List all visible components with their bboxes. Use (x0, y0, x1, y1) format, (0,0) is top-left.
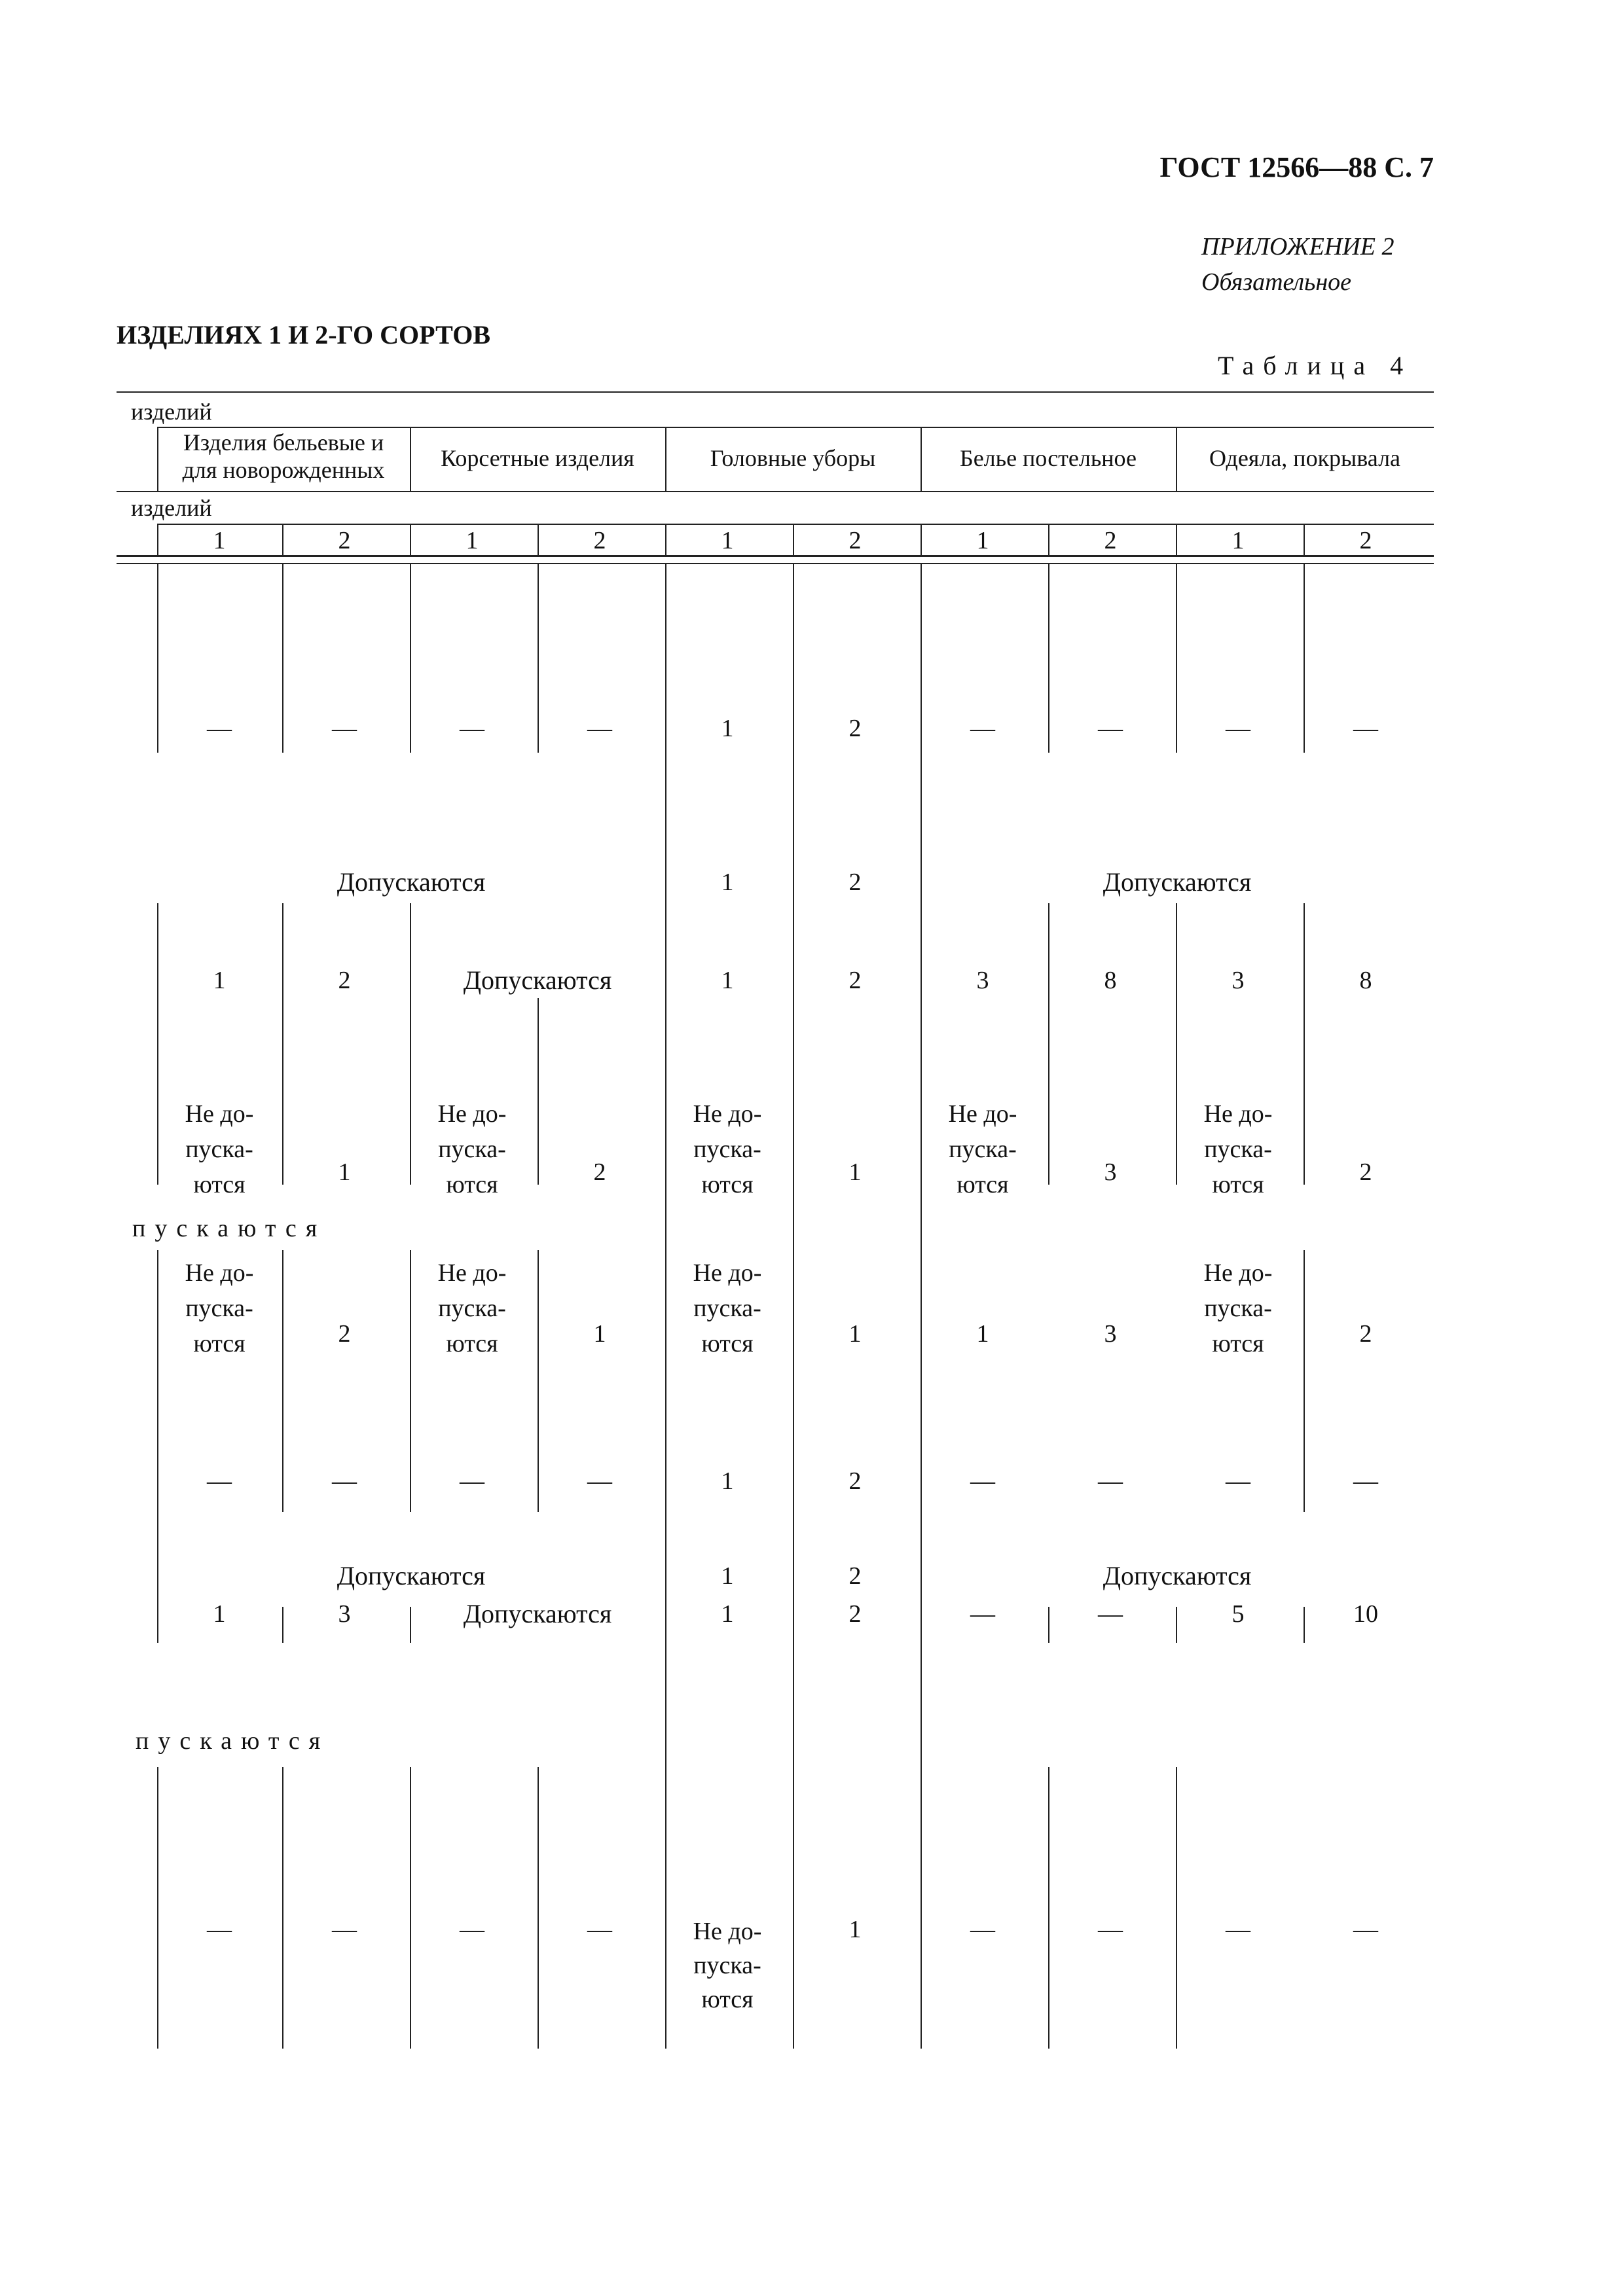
body-col-line (410, 1767, 411, 2049)
table-cell: 1 (721, 869, 734, 896)
body-col-line (538, 1767, 539, 2049)
table-cell: — (1353, 1916, 1378, 1943)
table-cell: 1 (338, 1158, 351, 1186)
grade-cell: 2 (1104, 527, 1117, 554)
table-cell: — (1226, 1467, 1250, 1495)
table-cell: — (1353, 1467, 1378, 1495)
grade-cell: 1 (976, 527, 989, 554)
table-cell: 1 (721, 967, 734, 994)
group-header-rule (157, 427, 1434, 428)
allowed-span: Допускаются (463, 1599, 612, 1628)
table-cell: 1 (213, 967, 226, 994)
body-col-line (1304, 903, 1305, 1185)
table-cell: — (970, 715, 995, 742)
not-allowed-cell: Не до- пуска- ются (1203, 1259, 1273, 1357)
allowed-span: Допускаются (1103, 867, 1252, 897)
not-allowed-cell: Не до- пуска- ются (437, 1100, 507, 1198)
not-allowed-cell: Не до- пуска- ются (693, 1918, 762, 2013)
allowed-span: Допускаются (337, 1561, 486, 1590)
allowed-span: Допускаются (1103, 1561, 1252, 1590)
table-cell: — (587, 1467, 612, 1495)
table-cell: 1 (721, 1467, 734, 1495)
table-label: Таблица 4 (1218, 351, 1413, 380)
table-cell: 1 (593, 1320, 606, 1348)
table-cell: — (332, 715, 357, 742)
table-cell: 1 (721, 1600, 734, 1628)
table-cell: 2 (848, 1562, 862, 1590)
table-cell: 1 (976, 1320, 989, 1348)
table-cell: — (587, 1916, 612, 1943)
table-cell: 8 (1104, 967, 1117, 994)
table-cell: 8 (1359, 967, 1372, 994)
table-cell: 3 (976, 967, 989, 994)
table-cell: 1 (721, 1562, 734, 1590)
table-cell: — (1226, 1916, 1250, 1943)
table-cell: — (970, 1916, 995, 1943)
table-cell: 2 (848, 869, 862, 896)
table-cell: 2 (338, 1320, 351, 1348)
body-col-line (1048, 903, 1049, 1185)
table-cell: 1 (721, 715, 734, 742)
table-cell: 2 (338, 967, 351, 994)
group-header-blankets: Одеяла, покрывала (1209, 445, 1401, 471)
table-cell: 2 (1359, 1158, 1372, 1186)
appendix-block (1201, 229, 1394, 300)
table-cell: — (460, 1467, 484, 1495)
body-col-line (282, 903, 283, 1185)
appendix-title: ПРИЛОЖЕНИЕ 2 (1201, 233, 1395, 260)
table-cell: 2 (848, 967, 862, 994)
not-allowed-cell: Не до- пуска- ются (185, 1259, 254, 1357)
not-allowed-cell: Не до- пуска- ются (1203, 1100, 1273, 1198)
table-cell: — (207, 715, 232, 742)
appendix-note: Обязательное (1201, 268, 1352, 296)
not-allowed-cell: Не до- пуска- ются (948, 1100, 1017, 1198)
grade-top-rule (157, 524, 1434, 525)
table-cell: — (587, 715, 612, 742)
table-cell: — (1098, 1916, 1123, 1943)
table-cell: — (1353, 715, 1378, 742)
table-cell: 1 (848, 1916, 862, 1943)
section-title: ИЗДЕЛИЯХ 1 И 2-ГО СОРТОВ (117, 320, 491, 350)
table-cell: — (970, 1467, 995, 1495)
table-cell: — (970, 1600, 995, 1628)
grade-cell: 2 (848, 527, 862, 554)
body-col-line (1048, 1767, 1049, 2049)
table-cell: — (332, 1467, 357, 1495)
allowed-span: Допускаются (463, 965, 612, 995)
table-cell: 2 (593, 1158, 606, 1186)
group-header-bedding: Белье постельное (960, 445, 1137, 471)
table-cell: 1 (848, 1320, 862, 1348)
table-cell: — (1226, 715, 1250, 742)
body-col-line (157, 1767, 158, 2049)
grade-cell: 2 (593, 527, 606, 554)
table-cell: 2 (1359, 1320, 1372, 1348)
table-cell: 10 (1353, 1600, 1378, 1628)
table-cell: — (460, 715, 484, 742)
document-number: ГОСТ 12566—88 С. 7 (1159, 151, 1434, 183)
table-cell: 1 (848, 1158, 862, 1186)
grade-cell: 2 (1359, 527, 1372, 554)
table-cell: — (460, 1916, 484, 1943)
table-cell: 2 (848, 1600, 862, 1628)
section-mark: пускаются (136, 1727, 330, 1755)
body-col-line (921, 563, 922, 2049)
row-label-bottom: изделий (131, 495, 212, 521)
body-col-line (793, 563, 794, 2049)
group-header-linen: Изделия бельевые и для новорожденных (182, 429, 385, 483)
group-bottom-rule (117, 491, 1434, 492)
table-cell: — (1098, 1467, 1123, 1495)
table-cell: 2 (848, 1467, 862, 1495)
table-cell: — (1098, 1600, 1123, 1628)
group-header-corsetry: Корсетные изделия (441, 445, 634, 471)
not-allowed-cell: Не до- пуска- ются (693, 1100, 762, 1198)
table-cell: 2 (848, 715, 862, 742)
grade-cell: 1 (465, 527, 479, 554)
grade-cell: 1 (721, 527, 734, 554)
grade-cell: 2 (338, 527, 351, 554)
table-cell: — (332, 1916, 357, 1943)
not-allowed-cell: Не до- пуска- ются (693, 1259, 762, 1357)
allowed-span: Допускаются (337, 867, 486, 897)
table-cell: — (207, 1467, 232, 1495)
grade-cell: 1 (213, 527, 226, 554)
table-cell: 3 (1231, 967, 1245, 994)
body-col-line (1176, 1767, 1177, 2049)
not-allowed-cell: Не до- пуска- ются (185, 1100, 254, 1198)
table-cell: 3 (1104, 1158, 1117, 1186)
table-cell: 1 (213, 1600, 226, 1628)
body-col-line (282, 1767, 283, 2049)
not-allowed-cell: Не до- пуска- ются (437, 1259, 507, 1357)
table-cell: 3 (338, 1600, 351, 1628)
table-cell: 5 (1231, 1600, 1245, 1628)
table-cell: — (207, 1916, 232, 1943)
table-cell: — (1098, 715, 1123, 742)
grade-cell: 1 (1231, 527, 1245, 554)
section-mark: пускаются (132, 1215, 327, 1242)
table-cell: 3 (1104, 1320, 1117, 1348)
row-label-top: изделий (131, 399, 212, 425)
table-top-rule (117, 391, 1434, 393)
group-header-hats: Головные уборы (710, 445, 876, 471)
header-bottom-rule-2 (117, 563, 1434, 564)
